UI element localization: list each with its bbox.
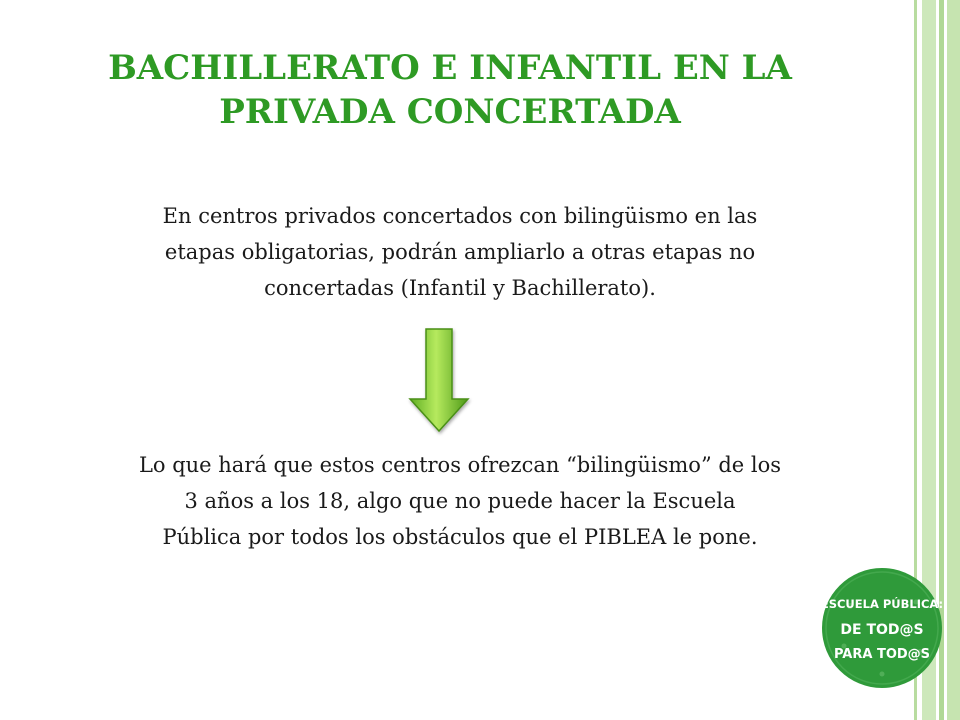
logo-line-2: DE TOD@S <box>840 622 924 638</box>
paragraph-line: Lo que hará que estos centros ofrezcan “bilingüismo” de los <box>138 453 782 477</box>
title-line-1: BACHILLERATO E INFANTIL EN LA <box>108 48 792 88</box>
logo-line-3: PARA TOD@S <box>833 647 931 662</box>
paragraph-line: etapas obligatorias, podrán ampliarlo a otras etapas no <box>164 240 756 264</box>
paragraph-line: Pública por todos los obstáculos que el PIBLEA le pone. <box>162 525 758 549</box>
stripe <box>947 0 960 720</box>
paragraph-intro <box>60 198 860 306</box>
down-arrow-icon <box>404 325 474 437</box>
title-line-2: PRIVADA CONCERTADA <box>219 92 681 132</box>
paragraph-line: En centros privados concertados con bilingüismo en las <box>162 204 758 228</box>
paragraph-line: 3 años a los 18, algo que no puede hacer la Escuela <box>184 489 736 513</box>
escuela-publica-logo <box>820 566 944 690</box>
logo-line-1: ESCUELA PÚBLICA: <box>820 597 944 611</box>
paragraph-line: concertadas (Infantil y Bachillerato). <box>264 276 656 300</box>
paragraph-conclusion <box>40 447 880 555</box>
slide-title <box>30 46 870 134</box>
